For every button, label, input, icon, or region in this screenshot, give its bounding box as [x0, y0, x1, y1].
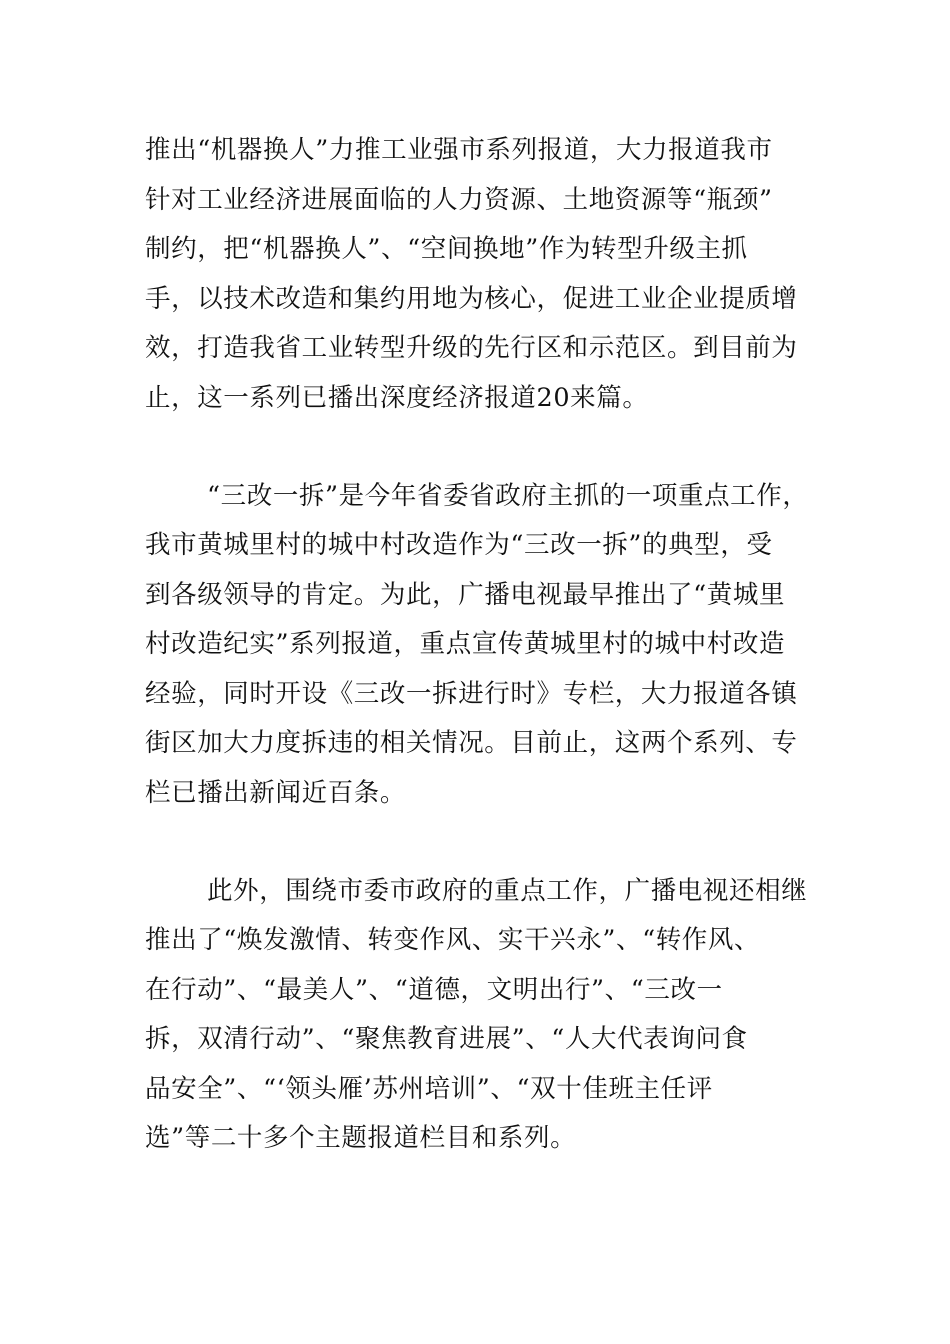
paragraph-line: 经验，同时开设《三改一拆进行时》专栏，大力报道各镇: [145, 679, 798, 709]
paragraph-line: 栏已播出新闻近百条。: [145, 778, 407, 808]
paragraph-line: 效，打造我省工业转型升级的先行区和示范区。到目前为: [145, 333, 798, 363]
paragraph-line: 品安全”、“‘领头雁’苏州培训”、“双十佳班主任评: [145, 1074, 713, 1104]
paragraph-line: 此外，围绕市委市政府的重点工作，广播电视还相继: [207, 876, 808, 906]
paragraph-line: 村改造纪实”系列报道，重点宣传黄城里村的城中村改造: [145, 629, 786, 659]
paragraph-line: 街区加大力度拆违的相关情况。目前止，这两个系列、专: [145, 728, 798, 758]
paragraph-line: “三改一拆”是今年省委省政府主抓的一项重点工作，: [207, 481, 809, 511]
paragraph-line: 我市黄城里村的城中村改造作为“三改一拆”的典型，受: [145, 530, 773, 560]
paragraph-line: 选”等二十多个主题报道栏目和系列。: [145, 1123, 577, 1153]
paragraph-line: 针对工业经济进展面临的人力资源、土地资源等“瓶颈”: [145, 185, 773, 215]
paragraph-line: 在行动”、“最美人”、“道德，文明出行”、“三改一: [145, 975, 723, 1005]
paragraph-line: 拆，双清行动”、“聚焦教育进展”、“人大代表询问食: [145, 1024, 748, 1054]
paragraph-line: 推出了“焕发激情、转变作风、实干兴永”、“转作风、: [145, 925, 761, 955]
paragraph-line: 制约，把“机器换人”、“空间换地”作为转型升级主抓: [145, 234, 748, 264]
paragraph-line: 手，以技术改造和集约用地为核心，促进工业企业提质增: [145, 284, 798, 314]
paragraph-line: 止，这一系列已播出深度经济报道20来篇。: [145, 383, 649, 413]
paragraph-line: 推出“机器换人”力推工业强市系列报道，大力报道我市: [145, 135, 773, 165]
paragraph-line: 到各级领导的肯定。为此，广播电视最早推出了“黄城里: [145, 580, 786, 610]
